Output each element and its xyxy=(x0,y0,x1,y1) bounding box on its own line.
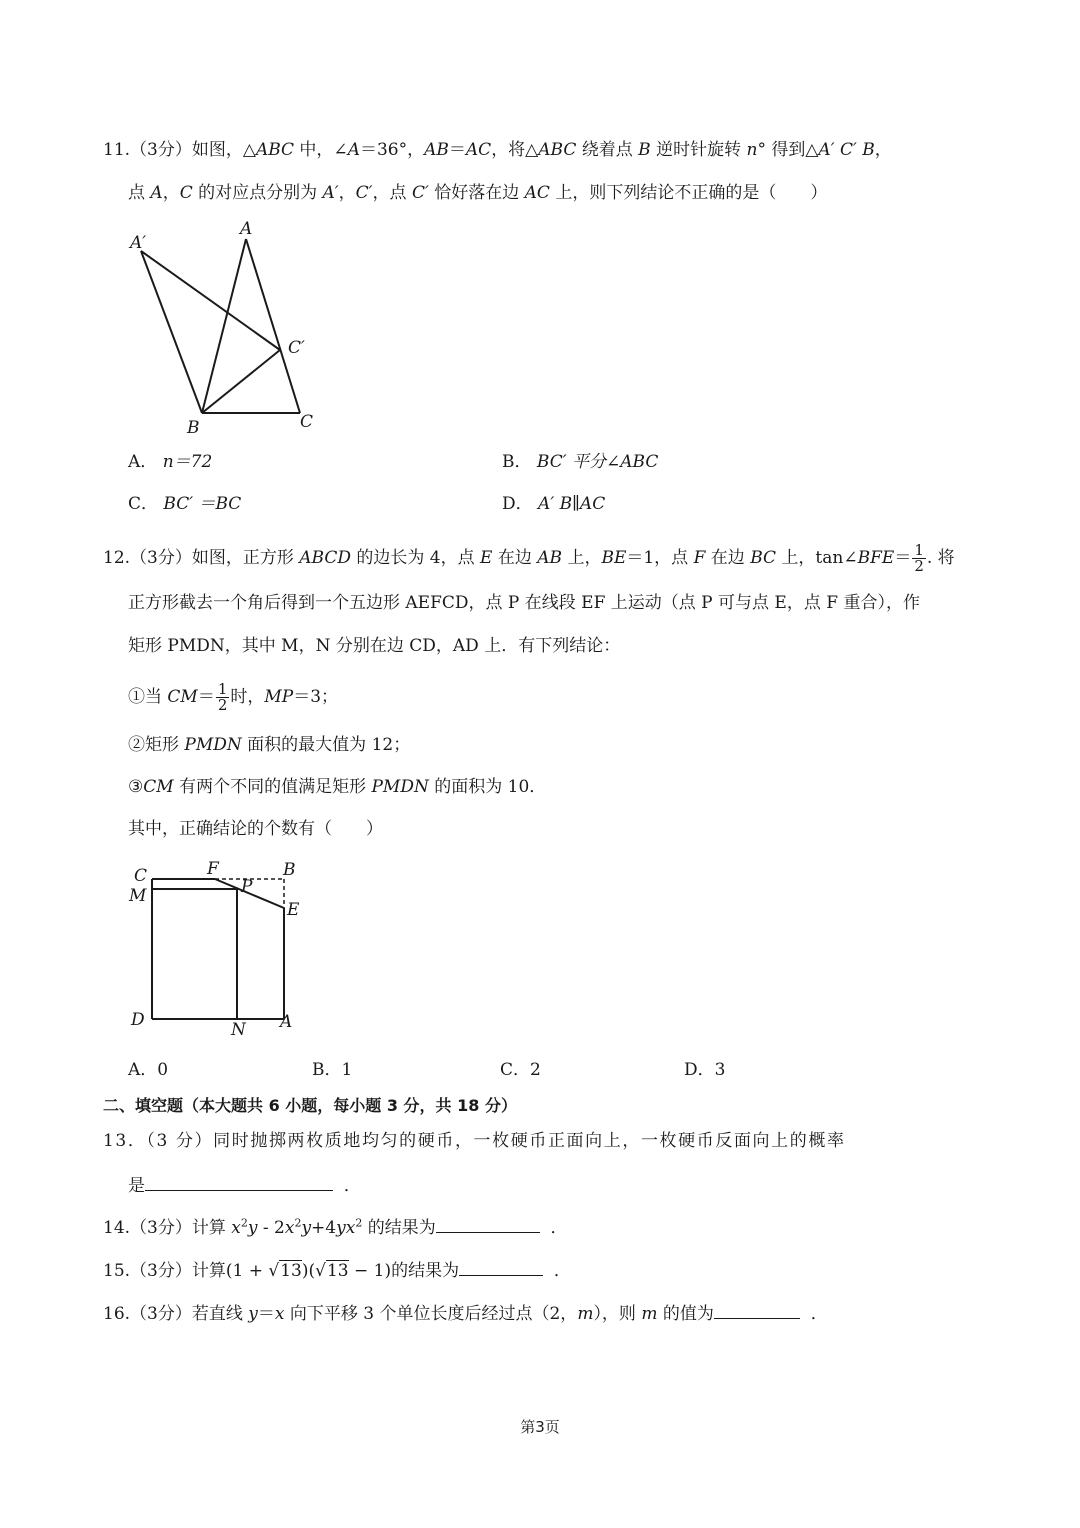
q11-option-d: D． A′ B∥AC xyxy=(502,494,606,514)
q12-option-c: C．2 xyxy=(500,1060,541,1080)
q15-answer-blank[interactable] xyxy=(459,1257,543,1276)
q12-option-a: A．0 xyxy=(128,1060,169,1080)
q11-option-b: B． BC′ 平分∠ABC xyxy=(502,452,659,472)
q11-figure xyxy=(120,215,330,440)
q16-answer-blank[interactable] xyxy=(714,1300,800,1319)
q12-question: 其中，正确结论的个数有（ ） xyxy=(128,819,383,839)
q12-conclusion-1: ①当 CM＝ $\frac{1}{2}$ 时，MP＝3； xyxy=(128,680,339,714)
q11-figure-lines xyxy=(141,239,300,413)
q14-line: 14.（3分）计算 $x^2y - 2x^2y+4yx^2$ 的结果为 ． xyxy=(103,1214,568,1240)
q12-line3: 矩形 PMDN，其中 M，N 分别在边 CD，AD 上．有下列结论： xyxy=(128,636,621,656)
q12-label-d: D xyxy=(131,1010,145,1030)
q13-line2: 是 ． xyxy=(128,1172,361,1198)
q12-label-c: C xyxy=(134,866,148,886)
q12-label-b: B xyxy=(283,860,296,880)
q12-line1: 12.（3分）如图，正方形 ABCD 的边长为 4，点 E 在边 AB 上，BE＝1，点 F 在边 BC 上，tan∠BFE＝ $\frac{1}{2}$ . 将 xyxy=(103,541,955,575)
q12-option-b: B．1 xyxy=(312,1060,353,1080)
q12-label-p: P xyxy=(241,877,253,897)
q12-label-e: E xyxy=(287,900,300,920)
q12-label-n: N xyxy=(231,1020,246,1040)
q16-line: 16.（3分）若直线 y＝x 向下平移 3 个单位长度后经过点（2，m），则 m 的值为 ． xyxy=(103,1300,828,1326)
q11-option-a: A． n＝72 xyxy=(128,452,213,472)
q12-label-m: M xyxy=(129,886,147,906)
q11-line1: 11.（3分）如图，△ABC 中，∠A＝36°，AB＝AC，将△ABC 绕着点 B 逆时针旋转 n° 得到△A′ C′ B， xyxy=(103,140,892,160)
q11-line2: 点 A，C 的对应点分别为 A′，C′，点 C′ 恰好落在边 AC 上，则下列结论不正确的是（ ） xyxy=(128,183,828,203)
q12-conclusion-3: ③CM 有两个不同的值满足矩形 PMDN 的面积为 10． xyxy=(128,777,547,797)
q11-label-a: A xyxy=(240,219,253,239)
q11-option-c: C． BC′ ＝BC xyxy=(128,494,242,514)
q13-answer-blank[interactable] xyxy=(145,1172,333,1191)
q12-label-a: A xyxy=(280,1012,293,1032)
q12-figure-lines xyxy=(152,879,284,1019)
q12-fraction: $\frac{1}{2}$ xyxy=(914,541,924,575)
q13-line1: 13．（3 分）同时抛掷两枚质地均匀的硬币，一枚硬币正面向上，一枚硬币反面向上的概率 xyxy=(103,1131,846,1151)
q15-line: 15.（3分）计算(1 + √13)(√13 − 1)的结果为 ． xyxy=(103,1257,571,1283)
q12-figure xyxy=(125,855,315,1045)
q12-label-f: F xyxy=(207,859,219,879)
q12-c1-fraction: $\frac{1}{2}$ xyxy=(217,680,228,714)
q11-label-a-prime: A′ xyxy=(130,233,147,253)
page-number: 第3页 xyxy=(520,1418,560,1436)
q14-answer-blank[interactable] xyxy=(436,1214,540,1233)
section-heading: 二、填空题（本大题共 6 小题，每小题 3 分，共 18 分） xyxy=(103,1096,517,1115)
q12-line2: 正方形截去一个角后得到一个五边形 AEFCD，点 P 在线段 EF 上运动（点 P 可与点 E，点 F 重合），作 xyxy=(128,593,920,613)
q11-label-b: B xyxy=(187,418,200,438)
q12-conclusion-2: ②矩形 PMDN 面积的最大值为 12； xyxy=(128,735,411,755)
q11-label-c: C xyxy=(300,412,314,432)
q12-option-d: D．3 xyxy=(684,1060,726,1080)
q11-label-c-prime: C′ xyxy=(288,338,305,358)
